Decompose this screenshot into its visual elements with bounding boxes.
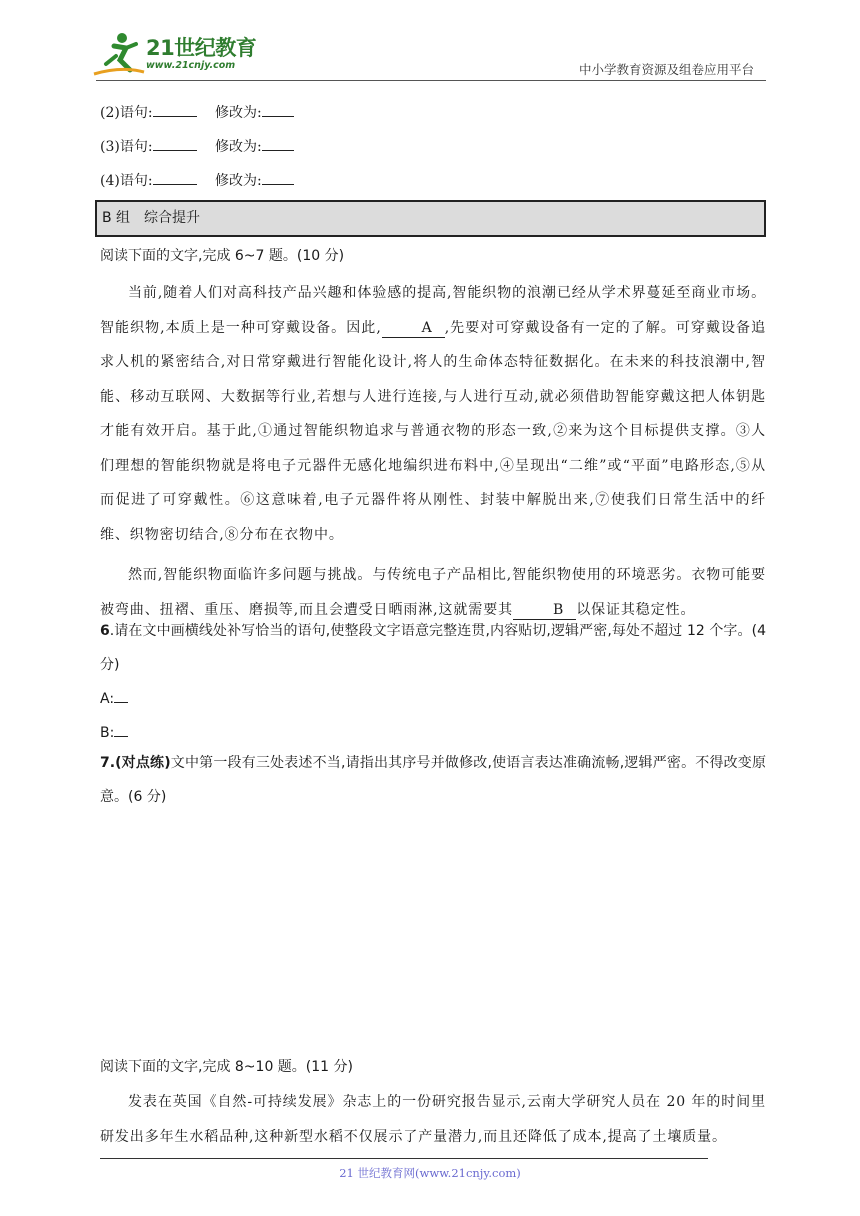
answer-a-row (100, 682, 766, 716)
fix-label: 修改为: (215, 139, 262, 155)
paragraph-text: ,先要对可穿戴设备有一定的了解。可穿戴设备追求人机的紧密结合,对日常穿戴进行智能化设计,将人的生命体态特征数据化。在未来的科技浪潮中,智能、移动互联网、大数据等行业,若想与人进行连接,与人进行互动,就必须借助智能穿戴这把人体钥匙才能有效开启。基于此,①通过智能织物追求与普通衣物的形态一致,②来为这个目标提供支撑。③人们理想的智能织物就是将电子元器件无感化地编织进布料中,④呈现出“二维”或“平面”电路形态,⑤从而促进了可穿戴性。⑥这意味着,电子元器件将从刚性、封装中解脱出来,⑦使我们日常生活中的纤维、织物密切结合,⑧分布在衣物中。 (100, 319, 766, 543)
blank-b[interactable]: B (513, 601, 576, 620)
passage-one (100, 242, 766, 627)
answer-b-label: B: (100, 725, 115, 741)
platform-title: 中小学教育资源及组卷应用平台 (578, 62, 754, 77)
paragraph-text: 然而,智能织物面临许多问题与挑战。与传统电子产品相比,智能织物使用的环境恶劣。衣物可能要被弯曲、扭褶、重压、磨损等,而且会遭受日晒雨淋,这就需要其 (100, 567, 766, 618)
question-number: 6 (100, 623, 110, 639)
paragraph-text: 以保证其稳定性。 (576, 601, 696, 618)
answer-blank[interactable] (153, 132, 197, 151)
fix-blank[interactable] (262, 132, 294, 151)
answer-label: (2)语句: (100, 105, 153, 121)
header-divider (96, 80, 766, 81)
answer-blank[interactable] (153, 98, 197, 117)
question-stem: .请在文中画横线处补写恰当的语句,使整段文字语意完整连贯,内容贴切,逻辑严密,每处不超过 12 个字。(4 分) (100, 623, 766, 673)
passage-paragraph-1 (100, 276, 766, 552)
fix-blank[interactable] (262, 98, 294, 117)
fix-label: 修改为: (215, 105, 262, 121)
blank-a[interactable]: A (382, 319, 445, 338)
answer-row-4 (100, 164, 766, 198)
answer-a-blank[interactable] (114, 686, 128, 703)
logo-url: www.21cnjy.com (146, 60, 236, 71)
question-6 (100, 614, 766, 750)
footer-divider (100, 1158, 708, 1159)
answer-row-2 (100, 96, 766, 130)
question-tag: .(对点练) (109, 755, 171, 771)
paragraph-text: 当前,随着人们对高科技产品兴趣和体验感的提高,智能织物的浪潮已经从学术界蔓延至商业市场。智能织物,本质上是一种可穿戴设备。因此, (100, 285, 766, 336)
answer-blank[interactable] (153, 166, 197, 185)
fix-blank[interactable] (262, 166, 294, 185)
answer-row-3 (100, 130, 766, 164)
answer-label: (3)语句: (100, 139, 153, 155)
section-heading: B 组 综合提升 (95, 200, 766, 237)
answer-b-row (100, 716, 766, 750)
passage-paragraph-1: 发表在英国《自然-可持续发展》杂志上的一份研究报告显示,云南大学研究人员在 20 年的时间里研发出多年生水稻品种,这种新型水稻不仅展示了产量潜力,而且还降低了成本,提高了土壤质量。 (100, 1094, 766, 1145)
answer-a-label: A: (100, 691, 115, 707)
fix-label: 修改为: (215, 173, 262, 189)
passage-intro: 阅读下面的文字,完成 8~10 题。(11 分) (100, 1059, 353, 1075)
footer-text[interactable]: 21 世纪教育网(www.21cnjy.com) (339, 1166, 521, 1180)
answer-label: (4)语句: (100, 173, 153, 189)
prior-answers (100, 96, 766, 198)
answer-b-blank[interactable] (114, 720, 128, 737)
question-7-text (100, 746, 766, 814)
logo-text: 21世纪教育 (146, 36, 257, 60)
page-header (0, 0, 860, 90)
passage-two (100, 1053, 766, 1154)
question-7 (100, 746, 766, 814)
passage-intro: 阅读下面的文字,完成 6~7 题。(10 分) (100, 248, 345, 264)
question-number: 7 (100, 755, 110, 771)
question-stem: 文中第一段有三处表述不当,请指出其序号并做修改,使语言表达准确流畅,逻辑严密。不得改变原意。(6 分) (100, 755, 766, 805)
question-6-text (100, 614, 766, 682)
